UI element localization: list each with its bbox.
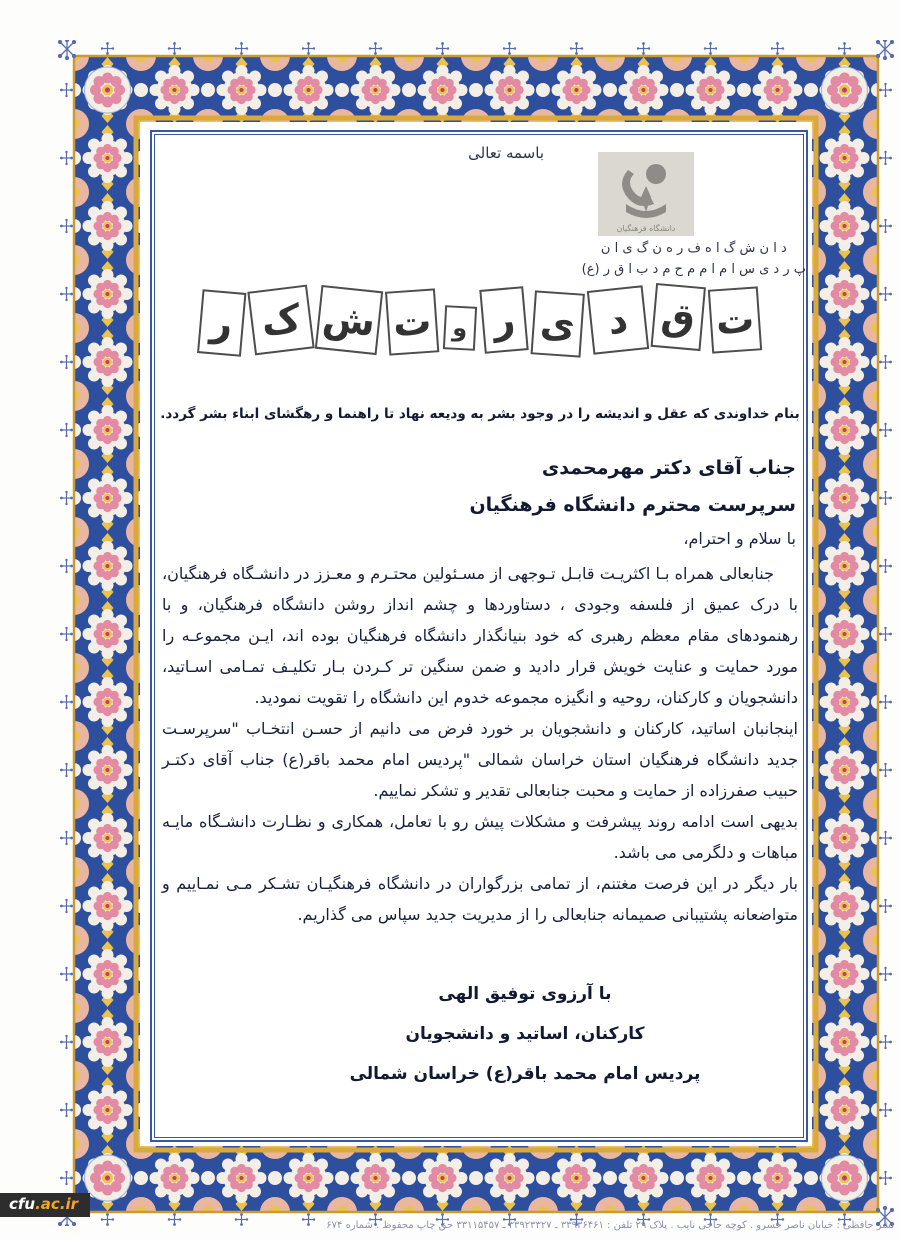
watermark-site-name: cfu [9, 1195, 36, 1213]
award-title-letter-card: ر [197, 289, 246, 357]
organization-name-line1: د ا ن ش گ ا ه ف ر ه ن گ ی ا ن [600, 241, 787, 256]
watermark-domain: .ac.ir [35, 1195, 79, 1213]
award-title-letter-card: ت [385, 288, 439, 355]
award-title-letter-card: ق [651, 283, 706, 351]
closing-line: کارکنان، اساتید و دانشجویان [405, 1024, 645, 1044]
organization-name-line2: پ ر د ی س ا م ا م م ح م د ب ا ق ر (ع) [581, 262, 806, 277]
award-title-letter-card: ت [708, 286, 762, 353]
closing-line: با آرزوی توفیق الهی [438, 984, 612, 1004]
dedication-line: بنام خداوندی که عقل و اندیشه را در وجود بشر به ودیعه نهاد تا راهنما و رهگشای ابناء بشر گردد. [160, 406, 800, 422]
award-title-letter-card: ک [247, 285, 314, 356]
body-paragraph: بدیهی است ادامه روند پیشرفت و مشکلات پیش رو با تعامل، همکاری و نظـارت دانشـگاه مایـه مباهات و دلگرمی می باشد. [162, 812, 798, 862]
body-paragraph: بار دیگر در این فرصت مغتنم، از تمامی بزرگواران در دانشگاه فرهنگیـان تشـکر مـی نمـاییم و متواضعانه پشتیبانی صمیمانه جنابعالی را از مدیریت جدید سپاس می گذاریم. [162, 874, 798, 924]
award-title-letter-card: ر [480, 286, 529, 354]
recipient-title: سرپرست محترم دانشگاه فرهنگیان [469, 494, 796, 516]
site-watermark [0, 1193, 90, 1217]
award-title-letter-card: ی [531, 290, 585, 357]
award-title-letter-card: و [442, 305, 476, 351]
letter-body [162, 558, 798, 930]
farhangian-university-logo-icon [598, 152, 694, 236]
basmala-text: باسمه تعالی [468, 144, 544, 162]
addressee-block [469, 450, 796, 548]
closing-line: پردیس امام محمد باقر(ع) خراسان شمالی [349, 1064, 701, 1084]
print-info-line: نشر حافظی : خیابان ناصر خسرو . کوچه حاجی نایب . پلاک ۲۹ تلفن : ۳۳۹۳۶۴۶۱ ـ ۳۳۹۲۳۳۲۷ ـ ۳۳۱۱۵۴۵۷ حق چاپ محفوظ . شماره ۶۷۴ [326, 1220, 894, 1231]
salutation-line: با سلام و احترام، [683, 529, 796, 548]
award-title-row [200, 288, 760, 388]
award-title-letter-card: د [587, 285, 649, 354]
organization-name [582, 238, 806, 280]
recipient-name: جناب آقای دکتر مهرمحمدی [541, 457, 796, 479]
body-paragraph: اینجانبان اساتید، کارکنان و دانشجویان بر خورد فرض می دانیم از حسـن انتخـاب "سرپرسـت جدید دانشگاه فرهنگیان استان خراسان شمالی "پردیس امام محمد باقر(ع) جناب آقای دکتـر حبیب صفرزاده از حمایت و محبت جنابعالی تقدیر و تشکر نماییم. [162, 719, 798, 800]
closing-signature-block [205, 974, 845, 1094]
logo-caption-text: دانشگاه فرهنگیان [616, 224, 676, 233]
body-paragraph: جنابعالی همراه بـا اکثریـت قابـل تـوجهی از مسـئولین محتـرم و معـزز در دانشـگاه فرهنگیان، با درک عمیق از فلسفه وجودی ، دستاوردها و چشم انداز روشن دانشگاه فرهنگیان، و با رهنمودهای مقام معظم رهبری که خود بنیانگذار دانشگاه فرهنگیان بوده اند، ایـن مجموعـه را مورد حمایت و عنایت خویش قرار دادید و ضمن سنگین تر کـردن بـار تکلیـف تمـامی اسـاتید، دانشجویان و کارکنان، روحیه و انگیزه مجموعه خدوم این دانشگاه را تقویت نمودید. [162, 564, 798, 707]
letter-content [160, 138, 806, 1134]
award-title-letter-card: ش [315, 285, 383, 355]
